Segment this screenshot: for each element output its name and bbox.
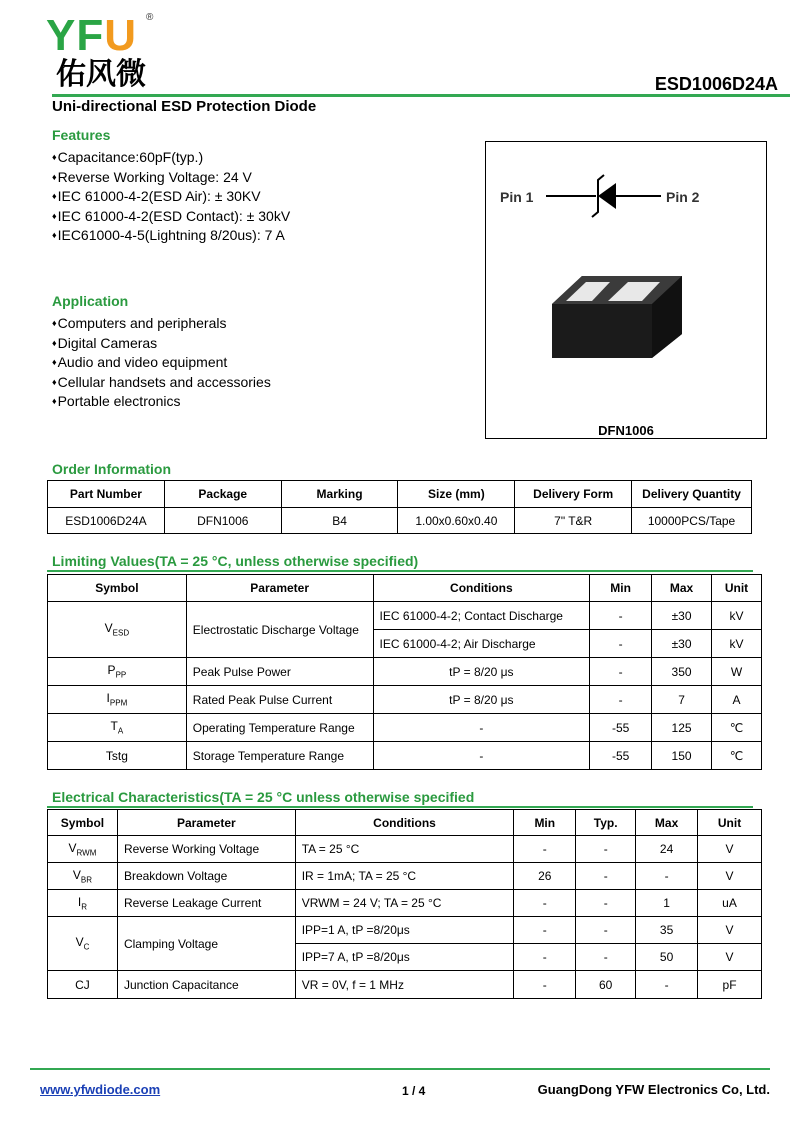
unit-cell: V: [698, 863, 762, 890]
column-header: Part Number: [48, 481, 165, 508]
table-row: [48, 863, 762, 890]
max-cell: 150: [652, 742, 712, 770]
typ-cell: -: [576, 836, 636, 863]
column-header: Symbol: [48, 810, 118, 836]
unit-cell: V: [698, 836, 762, 863]
unit-cell: ℃: [712, 714, 762, 742]
symbol-cell: $I_{PPM}$: [48, 686, 187, 714]
column-header: Parameter: [117, 810, 295, 836]
column-header: Max: [636, 810, 698, 836]
conditions-cell: -: [373, 742, 590, 770]
parameter-cell: Clamping Voltage: [117, 917, 295, 971]
typ-cell: -: [576, 917, 636, 944]
symbol-cell: $V_{ESD}$: [48, 602, 187, 658]
min-cell: -: [514, 836, 576, 863]
table-row: [48, 917, 762, 944]
min-cell: -55: [590, 742, 652, 770]
column-header: Conditions: [295, 810, 514, 836]
min-cell: -: [590, 658, 652, 686]
table-row: [48, 714, 762, 742]
conditions-cell: IR = 1mA; TA = 25 °C: [295, 863, 514, 890]
typ-cell: -: [576, 944, 636, 971]
table-row: [48, 890, 762, 917]
column-header: Min: [590, 575, 652, 602]
parameter-cell: Peak Pulse Power: [186, 658, 373, 686]
list-item: ♦ Portable electronics: [52, 392, 271, 412]
parameter-cell: Operating Temperature Range: [186, 714, 373, 742]
typ-cell: -: [576, 863, 636, 890]
list-item: ♦ Audio and video equipment: [52, 353, 271, 373]
column-header: Conditions: [373, 575, 590, 602]
list-item: ♦ Reverse Working Voltage: 24 V: [52, 168, 290, 188]
min-cell: -: [514, 917, 576, 944]
column-header: Max: [652, 575, 712, 602]
logo-chinese: 佑风微: [56, 57, 146, 92]
list-item: ♦ Digital Cameras: [52, 334, 271, 354]
application-list: [52, 314, 271, 412]
order-heading: Order Information: [52, 461, 172, 477]
min-cell: -: [590, 630, 652, 658]
unit-cell: V: [698, 944, 762, 971]
features-list: [52, 148, 290, 246]
registered-mark: ®: [146, 12, 154, 23]
list-item: ♦ Capacitance:60pF(typ.): [52, 148, 290, 168]
min-cell: -: [514, 944, 576, 971]
parameter-cell: Reverse Working Voltage: [117, 836, 295, 863]
pin2-label: Pin 2: [666, 189, 700, 205]
unit-cell: kV: [712, 602, 762, 630]
min-cell: 26: [514, 863, 576, 890]
unit-cell: W: [712, 658, 762, 686]
unit-cell: A: [712, 686, 762, 714]
website-link[interactable]: www.yfwdiode.com: [40, 1082, 161, 1097]
table-row: [48, 836, 762, 863]
max-cell: 50: [636, 944, 698, 971]
max-cell: ±30: [652, 602, 712, 630]
table-header-row: [48, 575, 762, 602]
package-name-label: DFN1006: [598, 423, 654, 438]
unit-cell: uA: [698, 890, 762, 917]
table-cell: 10000PCS/Tape: [632, 508, 752, 534]
typ-cell: 60: [576, 971, 636, 999]
unit-cell: kV: [712, 630, 762, 658]
list-item: ♦ Cellular handsets and accessories: [52, 373, 271, 393]
order-table: [47, 480, 752, 534]
min-cell: -: [590, 686, 652, 714]
column-header: Marking: [281, 481, 398, 508]
page-number: 1 / 4: [402, 1084, 426, 1098]
list-item: ♦ IEC61000-4-5(Lightning 8/20us): 7 A: [52, 226, 290, 246]
features-heading: Features: [52, 127, 111, 143]
max-cell: -: [636, 863, 698, 890]
diode-symbol-icon: [546, 167, 666, 227]
parameter-cell: Rated Peak Pulse Current: [186, 686, 373, 714]
logo-u: U: [104, 11, 138, 60]
symbol-cell: $T_A$: [48, 714, 187, 742]
typ-cell: -: [576, 890, 636, 917]
footer-divider: [30, 1068, 770, 1070]
table-header-row: [48, 481, 752, 508]
column-header: Unit: [698, 810, 762, 836]
conditions-cell: TA = 25 °C: [295, 836, 514, 863]
min-cell: -: [514, 971, 576, 999]
min-cell: -55: [590, 714, 652, 742]
max-cell: 24: [636, 836, 698, 863]
parameter-cell: Electrostatic Discharge Voltage: [186, 602, 373, 658]
symbol-cell: Tstg: [48, 742, 187, 770]
table-cell: ESD1006D24A: [48, 508, 165, 534]
max-cell: 7: [652, 686, 712, 714]
pin1-label: Pin 1: [500, 189, 534, 205]
table-row: [48, 742, 762, 770]
max-cell: -: [636, 971, 698, 999]
table-row: [48, 602, 762, 630]
column-header: Symbol: [48, 575, 187, 602]
electrical-characteristics-table: [47, 809, 762, 999]
limiting-divider: [47, 570, 753, 572]
table-header-row: [48, 810, 762, 836]
table-cell: B4: [281, 508, 398, 534]
table-cell: 7" T&R: [515, 508, 632, 534]
table-row: [48, 686, 762, 714]
max-cell: 1: [636, 890, 698, 917]
column-header: Min: [514, 810, 576, 836]
conditions-cell: -: [373, 714, 590, 742]
dfn-package-image: [552, 270, 682, 360]
symbol-cell: $P_{PP}$: [48, 658, 187, 686]
conditions-cell: IEC 61000-4-2; Air Discharge: [373, 630, 590, 658]
symbol-cell: $I_R$: [48, 890, 118, 917]
parameter-cell: Junction Capacitance: [117, 971, 295, 999]
max-cell: 350: [652, 658, 712, 686]
conditions-cell: VRWM = 24 V; TA = 25 °C: [295, 890, 514, 917]
max-cell: ±30: [652, 630, 712, 658]
conditions-cell: tP = 8/20 μs: [373, 658, 590, 686]
logo: [46, 11, 138, 60]
column-header: Parameter: [186, 575, 373, 602]
application-heading: Application: [52, 293, 129, 309]
conditions-cell: VR = 0V, f = 1 MHz: [295, 971, 514, 999]
parameter-cell: Storage Temperature Range: [186, 742, 373, 770]
column-header: Typ.: [576, 810, 636, 836]
package-diagram-box: [485, 141, 767, 439]
part-number-title: ESD1006D24A: [654, 74, 778, 94]
limiting-heading: Limiting Values(TA = 25 °C, unless otherwise specified): [52, 553, 419, 569]
conditions-cell: IPP=1 A, tP =8/20μs: [295, 917, 514, 944]
list-item: ♦ Computers and peripherals: [52, 314, 271, 334]
symbol-cell: $V_{BR}$: [48, 863, 118, 890]
column-header: Package: [164, 481, 281, 508]
unit-cell: V: [698, 917, 762, 944]
conditions-cell: IPP=7 A, tP =8/20μs: [295, 944, 514, 971]
column-header: Unit: [712, 575, 762, 602]
symbol-cell: $V_{RWM}$: [48, 836, 118, 863]
symbol-cell: CJ: [48, 971, 118, 999]
table-row: [48, 658, 762, 686]
conditions-cell: tP = 8/20 μs: [373, 686, 590, 714]
column-header: Delivery Form: [515, 481, 632, 508]
table-row: [48, 508, 752, 534]
document-subtitle: Uni-directional ESD Protection Diode: [52, 98, 317, 115]
column-header: Size (mm): [398, 481, 515, 508]
table-cell: DFN1006: [164, 508, 281, 534]
unit-cell: ℃: [712, 742, 762, 770]
company-name: GuangDong YFW Electronics Co, Ltd.: [537, 1082, 770, 1097]
limiting-values-table: [47, 574, 762, 770]
list-item: ♦ IEC 61000-4-2(ESD Air): ± 30KV: [52, 187, 290, 207]
electrical-divider: [47, 806, 753, 808]
parameter-cell: Reverse Leakage Current: [117, 890, 295, 917]
conditions-cell: IEC 61000-4-2; Contact Discharge: [373, 602, 590, 630]
max-cell: 125: [652, 714, 712, 742]
header-divider: [52, 94, 790, 97]
logo-yf: YF: [46, 11, 105, 60]
unit-cell: pF: [698, 971, 762, 999]
list-item: ♦ IEC 61000-4-2(ESD Contact): ± 30kV: [52, 207, 290, 227]
max-cell: 35: [636, 917, 698, 944]
min-cell: -: [514, 890, 576, 917]
electrical-heading: Electrical Characteristics(TA = 25 °C unless otherwise specified: [52, 789, 475, 805]
min-cell: -: [590, 602, 652, 630]
column-header: Delivery Quantity: [632, 481, 752, 508]
parameter-cell: Breakdown Voltage: [117, 863, 295, 890]
table-cell: 1.00x0.60x0.40: [398, 508, 515, 534]
symbol-cell: $V_C$: [48, 917, 118, 971]
table-row: [48, 971, 762, 999]
